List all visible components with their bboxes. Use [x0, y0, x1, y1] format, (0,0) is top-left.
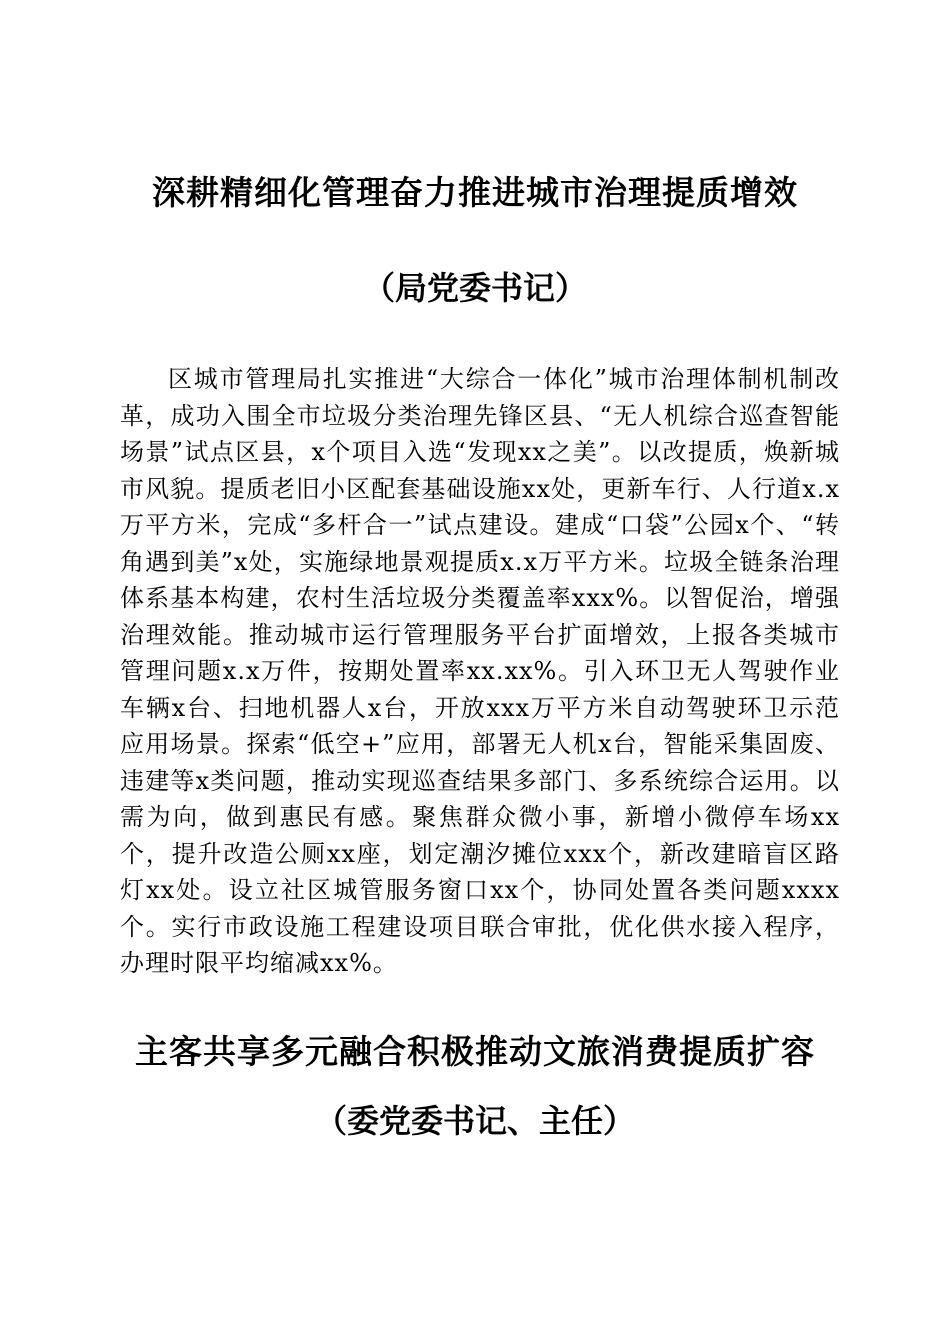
section1-paragraph: 区城市管理局扎实推进“大综合一体化”城市治理体制机制改革，成功入围全市垃圾分类治理先锋区县、“无人机综合巡查智能场景”试点区县，x个项目入选“发现xx之美”。以改提质，焕新城市风貌。提质老旧小区配套基础设施xx处，更新车行、人行道x.x万平方米，完成“多杆合一”试点建设。建成“口袋”公园x个、“转角遇到美”x处，实施绿地景观提质x.x万平方米。垃圾全链条治理体系基本构建，农村生活垃圾分类覆盖率xxx%。以智促治，增强治理效能。推动城市运行管理服务平台扩面增效，上报各类城市管理问题x.x万件，按期处置率xx.xx%。引入环卫无人驾驶作业车辆x台、扫地机器人x台，开放xxx万平方米自动驾驶环卫示范应用场景。探索“低空+”应用，部署无人机x台，智能采集固废、违建等x类问题，推动实现巡查结果多部门、多系统综合运用。以需为向，做到惠民有感。聚焦群众微小事，新增小微停车场xx个，提升改造公厕xx座，划定潮汐摊位xxx个，新改建暗盲区路灯xx处。设立社区城管服务窗口xx个，协同处置各类问题xxxx个。实行市政设施工程建设项目联合审批，优化供水接入程序，办理时限平均缩减xx%。 — [120, 365, 840, 977]
section1-title: 深耕精细化管理奋力推进城市治理提质增效 — [152, 173, 798, 212]
section1-subtitle: （局党委书记） — [362, 269, 587, 307]
section2-subtitle: （委党委书记、主任） — [314, 1102, 635, 1140]
section2-title: 主客共享多元融合积极推动文旅消费提质扩容 — [135, 1032, 815, 1071]
